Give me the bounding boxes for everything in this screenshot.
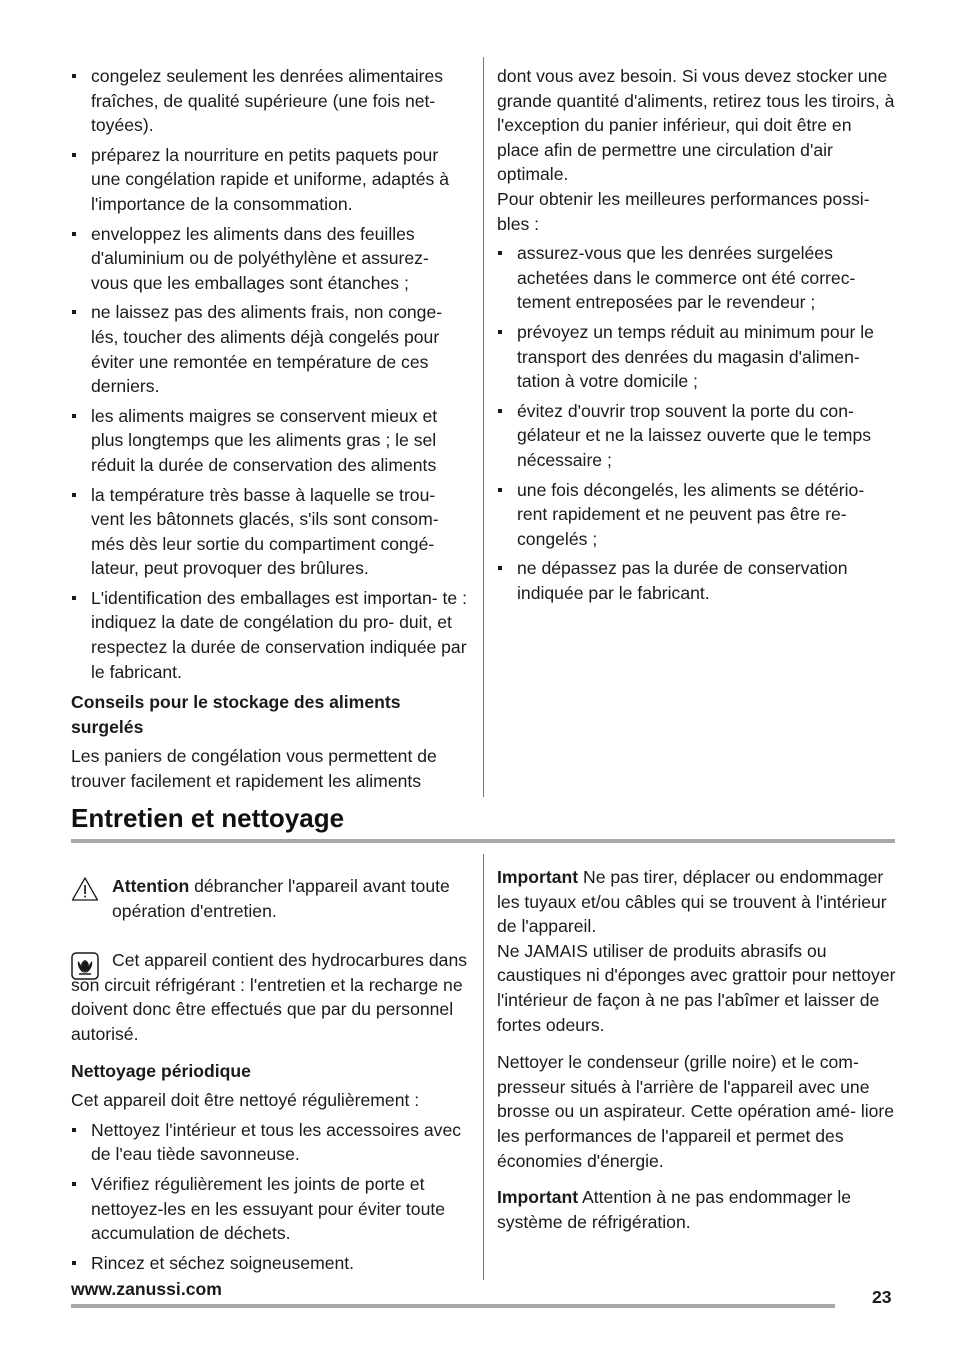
list-item: la température très basse à laquelle se trou- vent les bâtonnets glacés, s'ils sont consom- més dès leur sortie du compartiment congé- lateur, peut provoquer des brûlures. (71, 483, 467, 581)
cleaning-steps-list (71, 1118, 469, 1276)
performance-tips-list (497, 241, 897, 605)
important-label: Important (497, 867, 579, 887)
list-item: enveloppez les aliments dans des feuilles d'aluminium ou de polyéthylène et assurez- vous que les emballages sont étanches ; (71, 222, 467, 296)
list-item: Nettoyez l'intérieur et tous les accessoires avec de l'eau tiède savonneuse. (71, 1118, 469, 1167)
never-abrasive-text: Ne JAMAIS utiliser de produits abrasifs ou caustiques ni d'éponges avec grattoir pour nettoyer l'intérieur de façon à ne pas l'abîmer et laisser de fortes odeurs. (497, 940, 896, 1035)
bottom-left-column (71, 874, 469, 1280)
important-label-2: Important (497, 1187, 579, 1208)
list-item: prévoyez un temps réduit au minimum pour le transport des denrées du magasin d'alimen- tation à votre domicile ; (497, 320, 897, 394)
storage-paragraph: Les paniers de congélation vous permettent de trouver facilement et rapidement les aliments (71, 746, 437, 792)
footer-url: www.zanussi.com (71, 1279, 222, 1299)
performance-intro: Pour obtenir les meilleures performances possi- bles : (497, 188, 870, 234)
attention-notice (71, 874, 469, 923)
storage-paragraph-continued: dont vous avez besoin. Si vous devez stocker une grande quantité d'aliments, retirez tous les tiroirs, à l'exception du panier inférieur, qui doit être en place afin de permettre une circulation d'air optimale. (497, 66, 895, 185)
column-divider-bottom (483, 854, 484, 1280)
list-item: L'identification des emballages est importan- te : indiquez la date de congélation du pro- duit, et respectez la durée de conservation indiquée par le fabricant. (71, 586, 467, 684)
list-item: Rincez et séchez soigneusement. (71, 1251, 469, 1276)
periodic-cleaning-intro: Cet appareil doit être nettoyé régulièrement : (71, 1090, 420, 1111)
section-title: Entretien et nettoyage (71, 803, 345, 833)
hydrocarbon-notice (71, 948, 469, 1046)
list-item: les aliments maigres se conservent mieux et plus longtemps que les aliments gras ; le sel réduit la durée de conservation des aliments (71, 404, 467, 478)
bottom-right-column (497, 865, 897, 1234)
attention-text: débrancher l'appareil avant toute opération d'entretien. (112, 876, 450, 921)
environment-hydrocarbon-icon (71, 952, 99, 987)
warning-triangle-icon (71, 876, 99, 909)
column-divider-top (483, 57, 484, 797)
hydrocarbon-text: Cet appareil contient des hydrocarbures dans son circuit réfrigérant : l'entretien et la recharge ne doivent donc être effectués que par du personnel autorisé. (71, 950, 468, 1044)
list-item: ne dépassez pas la durée de conservation indiquée par le fabricant. (497, 556, 897, 605)
list-item: assurez-vous que les denrées surgelées achetées dans le commerce ont été correc- tement entreposées par le revendeur ; (497, 241, 897, 315)
important-text: Ne pas tirer, déplacer ou endommager les tuyaux et/ou câbles qui se trouvent à l'intérieur de l'appareil. (497, 867, 887, 937)
list-item: congelez seulement les denrées alimentaires fraîches, de qualité supérieure (une fois net- toyées). (71, 64, 467, 138)
footer-rule (71, 1304, 835, 1308)
freezing-tips-list (71, 64, 467, 684)
top-right-column (497, 64, 897, 610)
list-item: préparez la nourriture en petits paquets pour une congélation rapide et uniforme, adaptés à l'importance de la consommation. (71, 143, 467, 217)
page-number: 23 (872, 1287, 892, 1307)
attention-label: Attention (112, 876, 190, 896)
list-item: Vérifiez régulièrement les joints de porte et nettoyez-les en les essuyant pour éviter toute accumulation de déchets. (71, 1172, 469, 1246)
condenser-text: Nettoyer le condenseur (grille noire) et le com- presseur situés à l'arrière de l'appareil avec une brosse ou un aspirateur. Cette opération amé- liore les performances de l'appareil et permet des économies d'énergie. (497, 1052, 895, 1171)
top-left-column (71, 64, 467, 794)
list-item: une fois décongelés, les aliments se détério- rent rapidement et ne peuvent pas être re- congelés ; (497, 478, 897, 552)
list-item: évitez d'ouvrir trop souvent la porte du con- gélateur et ne la laissez ouverte que le temps nécessaire ; (497, 399, 897, 473)
storage-subheading: Conseils pour le stockage des aliments surgelés (71, 692, 401, 737)
important-text-2: Attention à ne pas endommager le système de réfrigération. (497, 1187, 852, 1232)
periodic-cleaning-subheading: Nettoyage périodique (71, 1060, 251, 1081)
list-item: ne laissez pas des aliments frais, non conge- lés, toucher des aliments déjà congelés pour éviter une remontée en température de ces derniers. (71, 300, 467, 398)
section-rule (71, 839, 895, 843)
